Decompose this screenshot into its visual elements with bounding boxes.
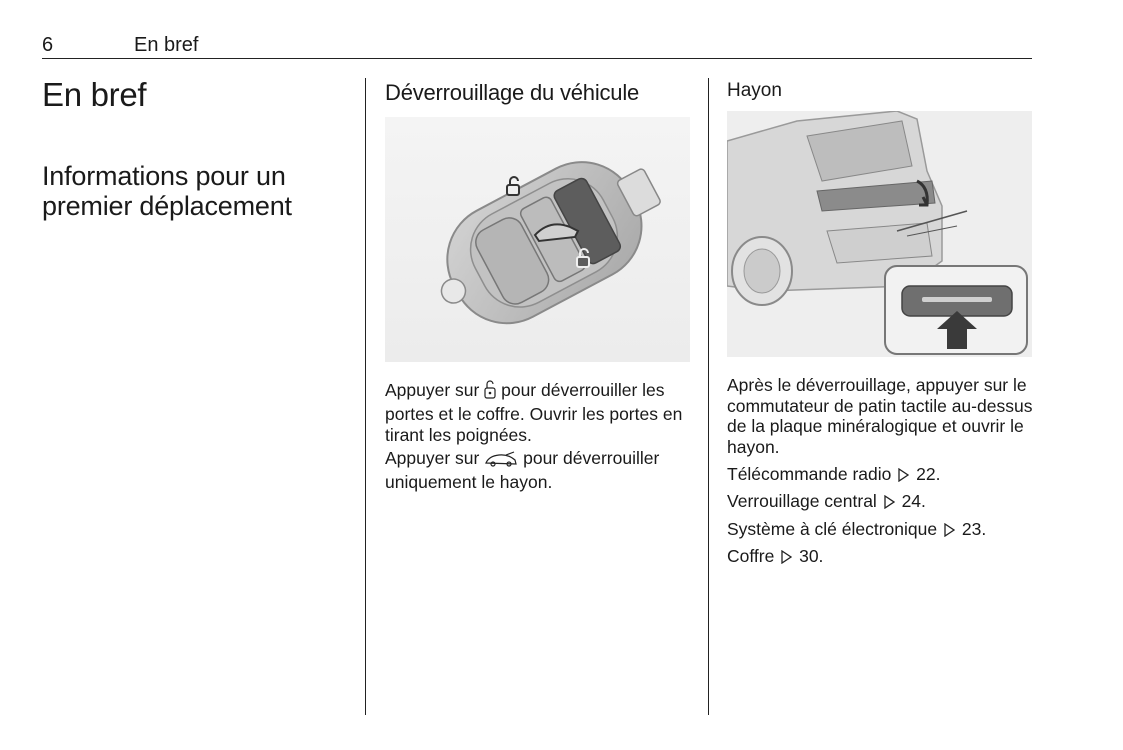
triangle-arrow-icon	[944, 521, 955, 542]
header-section-title: En bref	[134, 34, 199, 56]
triangle-arrow-icon	[898, 466, 909, 487]
ref-label: Coffre	[727, 546, 775, 566]
page-header	[42, 34, 1032, 59]
cross-reference-2[interactable]	[727, 491, 1037, 514]
ref-page: 24.	[901, 491, 926, 511]
triangle-arrow-icon	[884, 493, 895, 514]
para1-text-after-icon: pour déverrouiller les portes et le coffre. Ouvrir les portes en tirant les poignées.	[385, 380, 683, 445]
key-fob-illustration	[385, 117, 690, 362]
ref-page: 23.	[961, 519, 987, 539]
para1-text-before-icon: Appuyer sur	[385, 380, 480, 400]
tailgate-paragraph: Après le déverrouillage, appuyer sur le commutateur de patin tactile au-dessus de la plaque minéralogique et ouvrir le hayon.	[727, 375, 1033, 457]
cross-reference-4[interactable]	[727, 546, 1037, 569]
ref-page: 22.	[916, 464, 941, 484]
column-divider-left	[365, 78, 366, 715]
chapter-title: En bref	[42, 76, 147, 113]
tailgate-illustration	[727, 111, 1032, 357]
para2-text-after-icon: pour déverrouiller uniquement le hayon.	[385, 448, 660, 492]
ref-label: Verrouillage central	[727, 491, 877, 511]
cross-reference-3[interactable]	[727, 519, 1037, 542]
unlock-paragraph-1	[385, 380, 695, 446]
ref-label: Télécommande radio	[727, 464, 892, 484]
unlock-paragraph-2	[385, 448, 695, 493]
tailgate-heading: Hayon	[727, 80, 782, 101]
section-title: Informations pour un premier déplacement	[42, 161, 292, 221]
unlock-icon	[484, 380, 496, 404]
page-number: 6	[42, 34, 54, 56]
ref-page: 30.	[799, 546, 824, 566]
unlocking-heading: Déverrouillage du véhicule	[385, 80, 640, 105]
car-trunk-icon	[484, 451, 518, 472]
para2-text-before-icon: Appuyer sur	[385, 448, 480, 468]
column-divider-right	[708, 78, 709, 715]
ref-label: Système à clé électronique	[727, 519, 938, 539]
triangle-arrow-icon	[781, 548, 792, 569]
cross-reference-1[interactable]	[727, 464, 1037, 487]
